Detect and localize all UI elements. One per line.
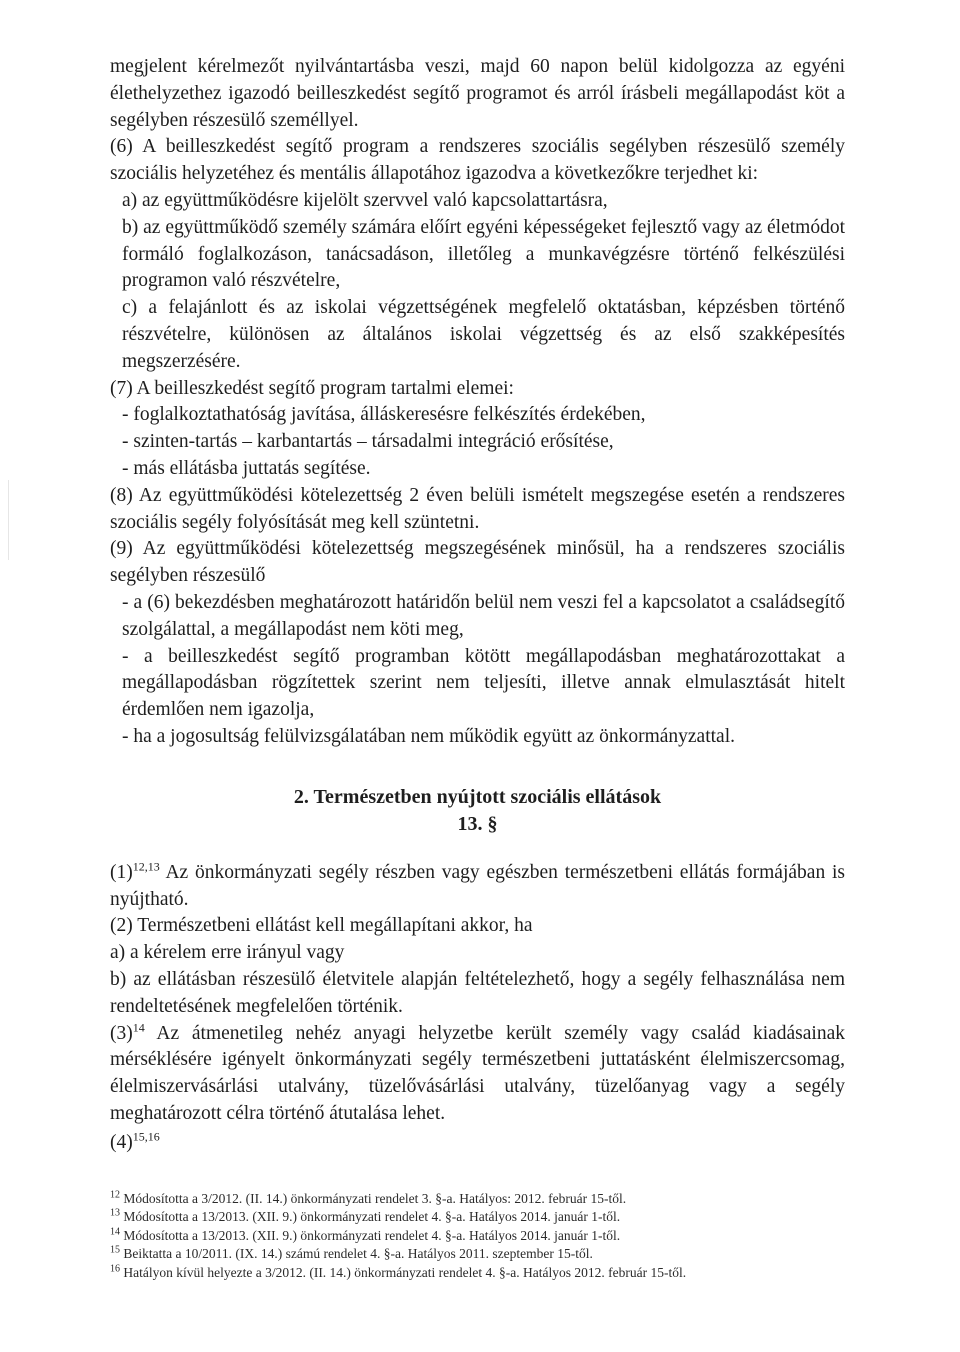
chapter-heading: 2. Természetben nyújtott szociális ellátások [293, 785, 662, 808]
footnote-text: Módosította a 13/2013. (XII. 9.) önkormányzati rendelet 4. §-a. Hatályos 2014. január 1-től. [120, 1227, 621, 1243]
footnote-14 [110, 1227, 850, 1245]
paragraph-label: (1) [110, 861, 133, 883]
paragraph-7-item-1: - foglalkoztathatóság javítása, álláskeresésre felkészítés érdekében, [122, 404, 646, 426]
paragraph-9-item-2: - a beilleszkedést segítő programban kötött megállapodásban meghatározottakat a megállapodásban rögzítettek szerint nem teljesíti, illetve annak elmulasztását hitelt érdemlően nem igazolja, [122, 645, 845, 721]
footnote-text: Hatályon kívül helyezte a 3/2012. (II. 14.) önkormányzati rendelet 4. §-a. Hatályos 2012. február 15-től. [120, 1264, 687, 1280]
footnote-number: 13 [110, 1207, 120, 1219]
paragraph-text: Az átmenetileg nehéz anyagi helyzetbe került személy vagy család kiadásainak mérséklésére igényelt önkormányzati segély természetbeni juttatásként élelmiszercsomag, élelmiszervásárlási utalvány, tüzelővásárlási utalvány, tüzelőanyag vagy a segély meghatározott célra történő átutalása lehet. [110, 1022, 845, 1124]
section-13-paragraph-2-a: a) a kérelem erre irányul vagy [110, 942, 345, 964]
footnote-number: 15 [110, 1244, 120, 1256]
paragraph-label: (4) [110, 1131, 133, 1153]
footnote-ref[interactable]: 12,13 [132, 859, 160, 874]
paragraph-6-a: a) az együttműködésre kijelölt szervvel való kapcsolattartásra, [122, 189, 608, 211]
paragraph-6-b: b) az együttműködő személy számára előírt egyéni képességeket fejlesztő vagy az életmódot formáló foglalkozáson, tanácsadáson, illetőleg a munkavégzésre történő felkészülési programon való részvételre, [122, 216, 845, 292]
paragraph-6-c: c) a felajánlott és az iskolai végzettségének megfelelő oktatásban, képzésben történő részvételre, különösen az általános iskolai végzettség és az első szakképesítés megszerzésére. [122, 297, 845, 372]
scan-edge-mark [8, 480, 9, 560]
footnote-number: 14 [110, 1226, 120, 1238]
section-13-paragraph-3 [110, 1021, 845, 1128]
paragraph-9-item-3: - ha a jogosultság felülvizsgálatában nem működik együtt az önkormányzattal. [122, 725, 735, 747]
paragraph-9-item-1: - a (6) bekezdésben meghatározott határidőn belül nem veszi fel a kapcsolatot a családsegítő szolgálattal, a megállapodást nem köti meg, [122, 591, 845, 640]
paragraph-9: (9) Az együttműködési kötelezettség megszegésének minősül, ha a rendszeres szociális segélyben részesülő [110, 538, 845, 587]
footnote-number: 16 [110, 1263, 120, 1275]
paragraph-label: (3) [110, 1022, 133, 1044]
footnote-15 [110, 1245, 850, 1263]
footnote-13 [110, 1208, 850, 1226]
paragraph-7: (7) A beilleszkedést segítő program tartalmi elemei: [110, 377, 514, 399]
footnote-ref[interactable]: 15,16 [132, 1129, 160, 1144]
footnote-12 [110, 1190, 850, 1208]
paragraph-8: (8) Az együttműködési kötelezettség 2 éven belüli ismételt megszegése esetén a rendszeres szociális segély folyósítását meg kell szüntetni. [110, 484, 845, 533]
section-number: 13. § [457, 812, 498, 835]
footnote-text: Beiktatta a 10/2011. (IX. 14.) számú rendelet 4. §-a. Hatályos 2011. szeptember 15-től. [120, 1246, 593, 1262]
footnote-ref[interactable]: 14 [132, 1020, 145, 1034]
paragraph-7-item-3: - más ellátásba juttatás segítése. [122, 457, 371, 479]
paragraph-7-item-2: - szinten-tartás – karbantartás – társadalmi integráció erősítése, [122, 431, 614, 453]
footnote-number: 12 [110, 1189, 120, 1201]
footnote-text: Módosította a 13/2013. (XII. 9.) önkormányzati rendelet 4. §-a. Hatályos 2014. január 1-től. [120, 1209, 621, 1225]
paragraph-continuation: megjelent kérelmezőt nyilvántartásba veszi, majd 60 napon belül kidolgozza az egyéni élethelyzethez igazodó beilleszkedést segítő programot és arról írásbeli megállapodást köt a segélyben részesülő személlyel. [110, 56, 845, 131]
footnotes [110, 1190, 850, 1282]
section-13-paragraph-2-b: b) az ellátásban részesülő életvitele alapján feltételezhető, hogy a segély felhasználása nem rendeltetésének megfelelően történik. [110, 968, 845, 1017]
footnote-16 [110, 1264, 850, 1282]
main-text [110, 54, 845, 1156]
footnote-text: Módosította a 3/2012. (II. 14.) önkormányzati rendelet 3. §-a. Hatályos: 2012. február 15-től. [120, 1191, 627, 1206]
section-13-paragraph-4 [110, 1130, 845, 1157]
paragraph-text: Az önkormányzati segély részben vagy egészben természetbeni ellátás formájában is nyújtható. [110, 861, 845, 910]
section-13-paragraph-2: (2) Természetbeni ellátást kell megállapítani akkor, ha [110, 915, 533, 937]
section-13-paragraph-1 [110, 860, 845, 914]
paragraph-6: (6) A beilleszkedést segítő program a rendszeres szociális segélyben részesülő személy szociális helyzetéhez és mentális állapotához igazodva a következőkre terjedhet ki: [110, 136, 845, 185]
